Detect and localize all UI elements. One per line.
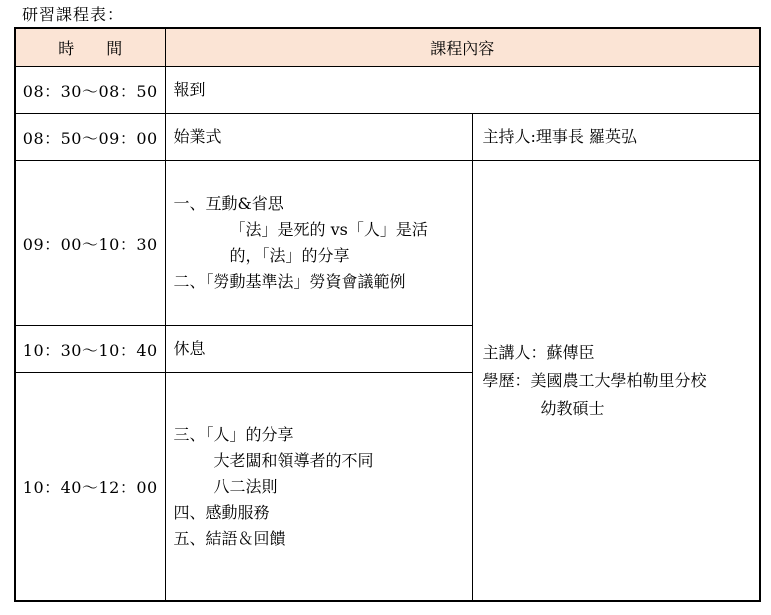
schedule-table bbox=[14, 27, 761, 602]
row-time: 09：00～10：30 bbox=[15, 161, 165, 326]
row-content: 報到 bbox=[165, 67, 760, 114]
table-row bbox=[15, 114, 760, 161]
host-cell: 主持人:理事長 羅英弘 bbox=[472, 114, 760, 161]
content-line: 的，「法」的分享 bbox=[229, 246, 350, 265]
row-content bbox=[165, 161, 472, 326]
table-row bbox=[15, 67, 760, 114]
row-time: 10：40～12：00 bbox=[15, 373, 165, 602]
content-line: 五、結語＆回饋 bbox=[173, 528, 286, 548]
header-content: 課程內容 bbox=[165, 28, 760, 67]
table-caption: 研習課程表： bbox=[22, 5, 125, 24]
content-line: 「法」是死的 vs「人」是活 bbox=[229, 220, 428, 239]
row-content bbox=[165, 373, 472, 602]
content-line: 一、互動&省思 bbox=[173, 194, 284, 213]
row-time: 10：30～10：40 bbox=[15, 326, 165, 373]
speaker-cell bbox=[472, 161, 760, 602]
table-row bbox=[15, 161, 760, 326]
speaker-degree: 幼教碩士 bbox=[540, 398, 605, 418]
row-content: 始業式 bbox=[165, 114, 472, 161]
row-content: 休息 bbox=[165, 326, 472, 373]
speaker-name: 主講人：蘇傳臣 bbox=[482, 342, 595, 362]
content-line: 二、「勞動基準法」勞資會議範例 bbox=[173, 272, 406, 291]
row-time: 08：30～08：50 bbox=[15, 67, 165, 114]
content-line: 大老闆和領導者的不同 bbox=[213, 450, 374, 470]
content-line: 八二法則 bbox=[213, 476, 278, 496]
speaker-education: 學歷：美國農工大學柏勒里分校 bbox=[482, 370, 707, 390]
content-line: 三、「人」的分享 bbox=[173, 424, 294, 444]
content-line: 四、感動服務 bbox=[173, 502, 270, 522]
header-time: 時 間 bbox=[15, 28, 165, 67]
row-time: 08：50～09：00 bbox=[15, 114, 165, 161]
